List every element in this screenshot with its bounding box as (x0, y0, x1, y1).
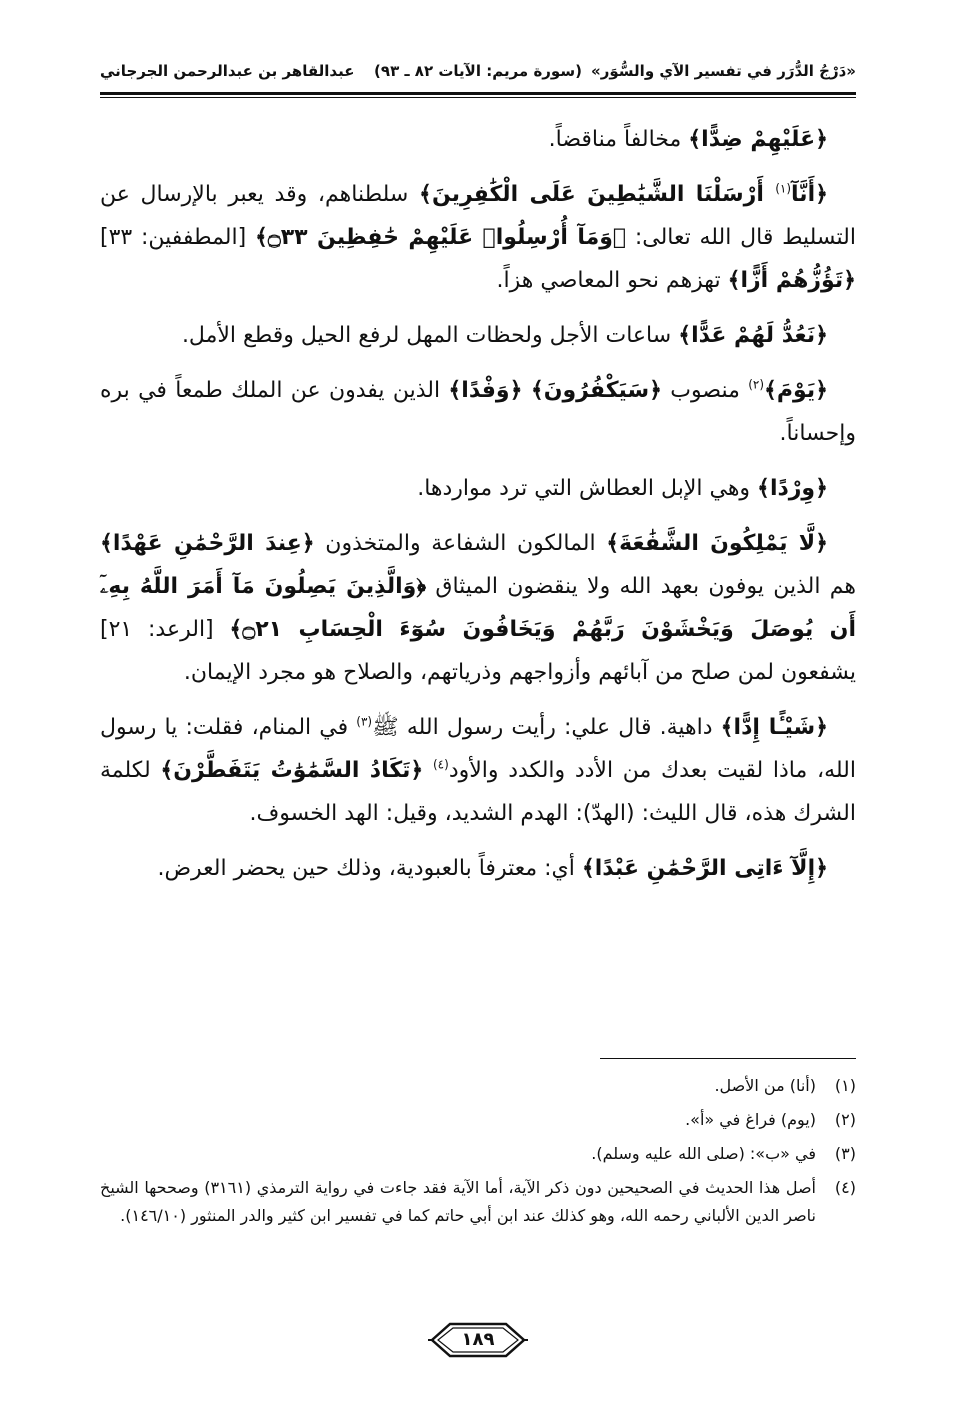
commentary: [الرعد: ٢١] يشفعون لمن صلح من آبائهم وأزواجهم وذرياتهم، والصلاح هو مجرد الإيمان. (100, 617, 856, 685)
commentary: أي: معترفاً بالعبودية، وذلك حين يحضر العرض. (157, 856, 582, 881)
paragraph-2 (100, 173, 856, 302)
quran-quote: ﴿لَّا يَمْلِكُونَ الشَّفَٰعَةَ﴾ (606, 531, 828, 556)
spacer-text (423, 758, 433, 783)
commentary: في المنام، فقلت: يا رسول الله، ماذا لقيت بعدك من الأدد والكدد والأود (100, 715, 856, 783)
quran-quote: ﴿يَوْمَ﴾ (764, 378, 828, 403)
paragraph-5 (100, 467, 856, 510)
surah-section: (سورة مريم: الآيات ٨٢ ـ ٩٣) (374, 62, 582, 80)
footnotes (100, 1072, 856, 1236)
commentary: المالكون الشفاعة والمتخذون (314, 531, 607, 556)
paragraph-7 (100, 706, 856, 835)
commentary: هم الذين يوفون بعهد الله ولا ينقضون الميثاق (426, 574, 856, 599)
commentary: داهية. قال علي: رأيت رسول الله ﷺ (372, 715, 721, 740)
commentary: منصوب (662, 378, 749, 403)
quran-quote: ﴿شَيْـًٔا إِدًّا﴾ (720, 715, 829, 740)
footnote-text: أصل هذا الحديث في الصحيحين دون ذكر الآية، أما الآية فقد جاءت في رواية الترمذي (٣١٦١) وصححها الشيخ ناصر الدين الألباني رحمه الله، وهو كذلك عند ابن أبي حاتم كما في تفسير ابن كثير والدر المنثور (١٤٦/١٠). (100, 1178, 816, 1225)
footnote-number: (٣) (834, 1144, 856, 1163)
running-header (100, 60, 856, 90)
main-text (100, 118, 856, 902)
footnote-2 (100, 1106, 856, 1134)
paragraph-6 (100, 522, 856, 694)
citation: [المطففين: ٣٣] (100, 225, 255, 250)
paragraph-4 (100, 369, 856, 455)
footnote-ref-1[interactable]: (١) (775, 181, 792, 196)
header-rule-thick (100, 92, 856, 95)
quran-quote: ﴿عِندَ الرَّحْمَٰنِ عَهْدًا﴾ (100, 531, 315, 556)
footnote-ref-2[interactable]: (٢) (748, 377, 765, 392)
commentary: تهزهم نحو المعاصي هزاً. (496, 268, 728, 293)
footnote-3 (100, 1140, 856, 1168)
page-number-ornament (428, 1320, 528, 1360)
commentary: مخالفاً مناقضاً. (548, 127, 689, 152)
footnote-number: (٤) (834, 1178, 856, 1197)
quran-quote: ﴿تَؤُزُّهُمْ أَزًّا﴾ (727, 268, 856, 293)
footnote-number: (١) (834, 1076, 856, 1095)
commentary: سلطناهم، وقد يعبر بالإرسال عن التسليط قال الله تعالى: (100, 182, 856, 250)
spacer-text (523, 378, 531, 403)
quran-quote: ﴿وِرْدًا﴾ (757, 476, 828, 501)
header-rule-thin (100, 97, 856, 98)
commentary: وهي الإبل العطاش التي ترد مواردها. (417, 476, 758, 501)
commentary: الذين يفدون عن الملك طمعاً في بره وإحساناً. (100, 378, 856, 446)
commentary: لكلمة الشرك هذه، قال الليث: (الهدّ): الهدم الشديد، وقيل: الهد الخسوف. (100, 758, 856, 826)
paragraph-1 (100, 118, 856, 161)
page-number: ١٨٩ (461, 1329, 495, 1350)
quran-quote: ﴿عَلَيْهِمْ ضِدًّا﴾ (688, 127, 828, 152)
quran-quote: ﴿أَنَّآ (791, 182, 828, 207)
quran-quote: ﴿وَفْدًا﴾ (448, 378, 523, 403)
footnote-text: (يوم) فراغ في «أ». (685, 1110, 816, 1129)
footnote-1 (100, 1072, 856, 1100)
footnote-text: في «ب»: (صلى الله عليه وسلم). (591, 1144, 816, 1163)
author-name: عبدالقاهر بن عبدالرحمن الجرجاني (100, 62, 355, 80)
paragraph-3 (100, 314, 856, 357)
quran-quote: ﴿وَمَآ أُرْسِلُوا۟ عَلَيْهِمْ حَٰفِظِينَ ۝٣٣﴾ (254, 225, 627, 250)
footnote-ref-3[interactable]: (٣) (356, 714, 373, 729)
footnote-ref-4[interactable]: (٤) (432, 757, 449, 772)
quran-quote: ﴿تَكَادُ السَّمَٰوَٰتُ يَتَفَطَّرْنَ﴾ (160, 758, 424, 783)
quran-quote: ﴿سَيَكْفُرُونَ﴾ (530, 378, 662, 403)
footnote-4 (100, 1174, 856, 1230)
quran-quote: ﴿إِلَّآ ءَاتِى الرَّحْمَٰنِ عَبْدًا﴾ (581, 856, 828, 881)
footnote-number: (٢) (834, 1110, 856, 1129)
paragraph-8 (100, 847, 856, 890)
quran-quote: ﴿وَالَّذِينَ يَصِلُونَ مَآ أَمَرَ اللَّهُ بِهِۦٓ أَن يُوصَلَ وَيَخْشَوْنَ رَبَّهُمْ وَيَخَافُونَ سُوٓءَ الْحِسَابِ ۝٢١﴾ (100, 574, 856, 642)
quran-quote: ﴿نَعُدُّ لَهُمْ عَدًّا﴾ (678, 323, 828, 348)
commentary: ساعات الأجل ولحظات المهل لرفع الحيل وقطع الأمل. (181, 323, 679, 348)
quran-quote: أَرْسَلْنَا الشَّيَٰطِينَ عَلَى الْكَٰفِرِينَ﴾ (419, 182, 776, 207)
book-title: «دَرْجُ الدُّرَر في تفسير الآي والسُّوَر» (591, 62, 856, 80)
footnote-separator (600, 1058, 856, 1059)
footnote-text: (أنا) من الأصل. (714, 1076, 816, 1095)
